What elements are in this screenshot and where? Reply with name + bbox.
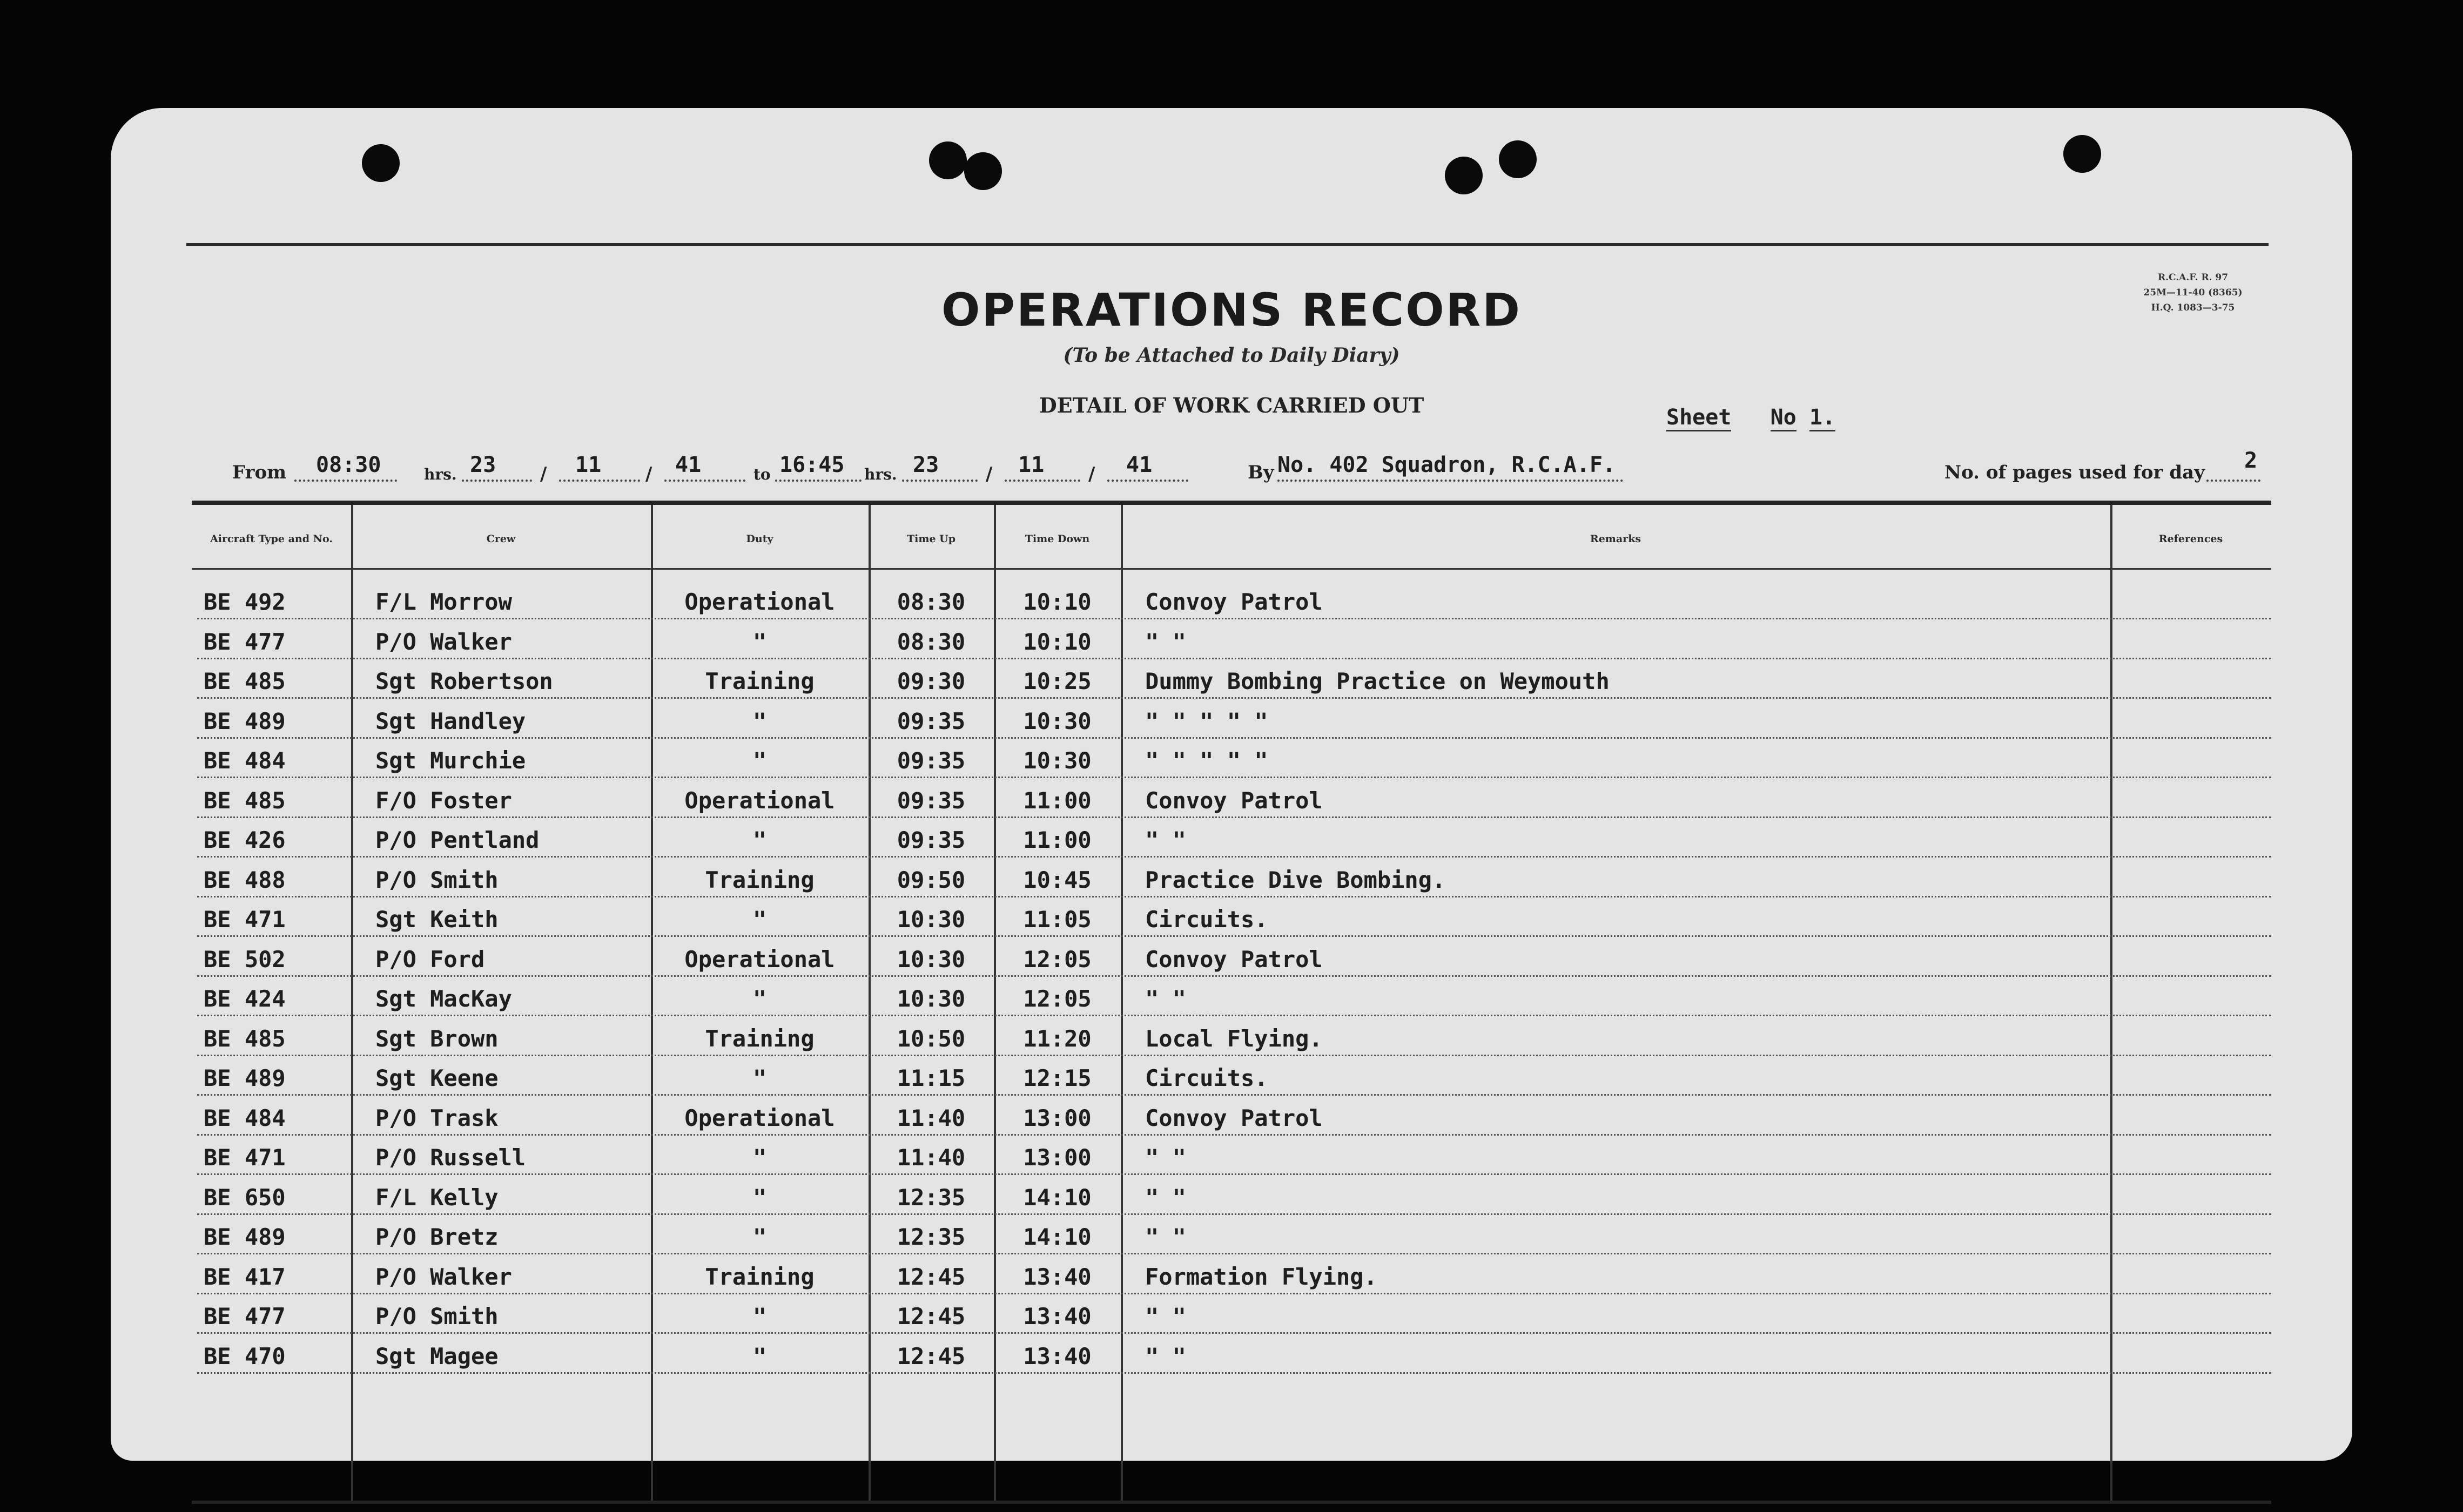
pages-count: 2 xyxy=(2244,448,2258,473)
crew-cell: P/O Smith xyxy=(375,866,499,893)
table-row xyxy=(192,783,2271,822)
duty-cell: " xyxy=(752,747,767,774)
row-rule xyxy=(197,658,2271,659)
time-down-cell: 10:30 xyxy=(1023,747,1092,774)
fill-line xyxy=(1277,480,1623,482)
row-rule xyxy=(197,935,2271,937)
remarks-cell: Formation Flying. xyxy=(1145,1263,1377,1290)
detail-heading: DETAIL OF WORK CARRIED OUT xyxy=(1039,393,1424,417)
crew-cell: P/O Walker xyxy=(375,1263,512,1290)
to-time: 16:45 xyxy=(779,453,845,477)
sheet-no: 1. xyxy=(1809,405,1835,431)
by-label: By xyxy=(1248,462,1274,483)
punch-hole xyxy=(964,152,1002,190)
record-card xyxy=(111,108,2352,1461)
aircraft-cell: BE 502 xyxy=(204,946,286,973)
remarks-cell: " " " " " xyxy=(1145,707,1268,734)
crew-cell: Sgt MacKay xyxy=(375,986,512,1012)
time-down-cell: 10:10 xyxy=(1023,628,1092,655)
table-row xyxy=(192,942,2271,981)
from-label: From xyxy=(232,462,287,483)
crew-cell: Sgt Robertson xyxy=(375,668,553,694)
sheet-label: Sheet xyxy=(1666,405,1731,431)
duty-cell: Operational xyxy=(684,589,835,615)
table-row xyxy=(192,1339,2271,1378)
table-row xyxy=(192,1259,2271,1298)
to-label: to xyxy=(753,465,771,483)
table-row xyxy=(192,1140,2271,1179)
aircraft-cell: BE 485 xyxy=(204,668,286,694)
duty-cell: Training xyxy=(705,1025,815,1052)
table-row xyxy=(192,981,2271,1020)
time-up-cell: 10:30 xyxy=(897,946,966,973)
fill-line xyxy=(559,480,640,482)
time-down-cell: 12:05 xyxy=(1023,946,1092,973)
crew-cell: Sgt Magee xyxy=(375,1342,499,1369)
top-rule xyxy=(186,243,2269,246)
time-up-cell: 09:35 xyxy=(897,787,966,814)
time-down-cell: 11:00 xyxy=(1023,787,1092,814)
duty-cell: Operational xyxy=(684,787,835,814)
aircraft-cell: BE 471 xyxy=(204,906,286,933)
table-row xyxy=(192,1219,2271,1258)
row-rule xyxy=(197,1372,2271,1374)
crew-cell: F/O Foster xyxy=(375,787,512,814)
aircraft-cell: BE 492 xyxy=(204,589,286,615)
row-rule xyxy=(197,737,2271,739)
row-rule xyxy=(197,1213,2271,1215)
table-row xyxy=(192,1299,2271,1338)
row-rule xyxy=(197,1253,2271,1254)
remarks-cell: Dummy Bombing Practice on Weymouth xyxy=(1145,668,1610,694)
slash: / xyxy=(645,463,652,485)
time-up-cell: 08:30 xyxy=(897,589,966,615)
time-up-cell: 12:45 xyxy=(897,1342,966,1369)
aircraft-cell: BE 426 xyxy=(204,827,286,853)
remarks-cell: " " xyxy=(1145,628,1186,655)
time-down-cell: 10:30 xyxy=(1023,707,1092,734)
aircraft-cell: BE 484 xyxy=(204,1104,286,1131)
duty-cell: " xyxy=(752,707,767,734)
remarks-cell: " " xyxy=(1145,1224,1186,1250)
aircraft-cell: BE 424 xyxy=(204,986,286,1012)
column-header-remarks: Remarks xyxy=(1590,533,1641,545)
table-row xyxy=(192,1180,2271,1219)
form-ref-line: 25M—11-40 (8365) xyxy=(2143,287,2243,298)
from-year: 41 xyxy=(675,453,702,477)
crew-cell: P/O Smith xyxy=(375,1303,499,1329)
remarks-cell: Local Flying. xyxy=(1145,1025,1323,1052)
column-header-time-down: Time Down xyxy=(1025,533,1090,545)
column-header-crew: Crew xyxy=(486,533,516,545)
hrs-label: hrs. xyxy=(424,465,457,483)
fill-line xyxy=(462,480,532,482)
time-up-cell: 12:35 xyxy=(897,1224,966,1250)
remarks-cell: Circuits. xyxy=(1145,1065,1268,1091)
pages-label: No. of pages used for day xyxy=(1944,462,2205,483)
duty-cell: Training xyxy=(705,866,815,893)
row-rule xyxy=(197,816,2271,818)
row-rule xyxy=(197,777,2271,778)
row-rule xyxy=(197,1015,2271,1016)
time-down-cell: 10:45 xyxy=(1023,866,1092,893)
aircraft-cell: BE 470 xyxy=(204,1342,286,1369)
aircraft-cell: BE 485 xyxy=(204,1025,286,1052)
duty-cell: " xyxy=(752,1144,767,1171)
table-top-rule xyxy=(192,501,2271,505)
table-row xyxy=(192,902,2271,941)
remarks-cell: " " xyxy=(1145,1144,1186,1171)
time-up-cell: 10:30 xyxy=(897,986,966,1012)
form-ref-line: R.C.A.F. R. 97 xyxy=(2157,272,2229,283)
time-up-cell: 09:50 xyxy=(897,866,966,893)
table-row xyxy=(192,704,2271,742)
time-up-cell: 09:35 xyxy=(897,747,966,774)
table-row xyxy=(192,743,2271,782)
row-rule xyxy=(197,1055,2271,1056)
time-down-cell: 13:00 xyxy=(1023,1104,1092,1131)
crew-cell: P/O Russell xyxy=(375,1144,526,1171)
punch-hole xyxy=(1499,140,1537,178)
time-up-cell: 11:40 xyxy=(897,1144,966,1171)
fill-line xyxy=(902,480,978,482)
crew-cell: Sgt Brown xyxy=(375,1025,499,1052)
aircraft-cell: BE 488 xyxy=(204,866,286,893)
remarks-cell: " " xyxy=(1145,1303,1186,1329)
time-up-cell: 10:50 xyxy=(897,1025,966,1052)
remarks-cell: Convoy Patrol xyxy=(1145,787,1323,814)
time-down-cell: 10:25 xyxy=(1023,668,1092,694)
from-month: 11 xyxy=(575,453,602,477)
fill-line xyxy=(294,480,397,482)
time-down-cell: 12:05 xyxy=(1023,986,1092,1012)
crew-cell: P/O Trask xyxy=(375,1104,499,1131)
duty-cell: " xyxy=(752,1303,767,1329)
time-down-cell: 13:40 xyxy=(1023,1342,1092,1369)
time-up-cell: 12:35 xyxy=(897,1184,966,1211)
time-down-cell: 13:00 xyxy=(1023,1144,1092,1171)
to-year: 41 xyxy=(1126,453,1153,477)
table-row xyxy=(192,584,2271,623)
duty-cell: Training xyxy=(705,668,815,694)
slash: / xyxy=(986,463,993,485)
time-down-cell: 10:10 xyxy=(1023,589,1092,615)
table-row xyxy=(192,822,2271,861)
slash: / xyxy=(540,463,547,485)
fill-line xyxy=(1107,480,1188,482)
duty-cell: " xyxy=(752,628,767,655)
time-down-cell: 12:15 xyxy=(1023,1065,1092,1091)
row-rule xyxy=(197,1293,2271,1294)
punch-hole xyxy=(1445,157,1483,194)
table-bottom-rule xyxy=(192,1501,2271,1504)
duty-cell: Operational xyxy=(684,1104,835,1131)
crew-cell: F/L Kelly xyxy=(375,1184,499,1211)
table-row xyxy=(192,862,2271,901)
remarks-cell: " " xyxy=(1145,986,1186,1012)
column-header-time-up: Time Up xyxy=(906,533,956,545)
crew-cell: P/O Ford xyxy=(375,946,485,973)
time-down-cell: 14:10 xyxy=(1023,1184,1092,1211)
row-rule xyxy=(197,1094,2271,1096)
time-up-cell: 08:30 xyxy=(897,628,966,655)
page-title: OPERATIONS RECORD xyxy=(941,284,1522,336)
hrs-label: hrs. xyxy=(864,465,897,483)
time-up-cell: 10:30 xyxy=(897,906,966,933)
aircraft-cell: BE 489 xyxy=(204,1224,286,1250)
remarks-cell: " " xyxy=(1145,1184,1186,1211)
remarks-cell: " " xyxy=(1145,1342,1186,1369)
duty-cell: " xyxy=(752,1184,767,1211)
crew-cell: P/O Walker xyxy=(375,628,512,655)
slash: / xyxy=(1088,463,1095,485)
from-day: 23 xyxy=(470,453,496,477)
table-row xyxy=(192,1061,2271,1099)
time-up-cell: 09:35 xyxy=(897,827,966,853)
duty-cell: " xyxy=(752,1065,767,1091)
time-up-cell: 09:35 xyxy=(897,707,966,734)
row-rule xyxy=(197,856,2271,858)
aircraft-cell: BE 485 xyxy=(204,787,286,814)
crew-cell: P/O Bretz xyxy=(375,1224,499,1250)
table-row xyxy=(192,624,2271,663)
crew-cell: Sgt Murchie xyxy=(375,747,526,774)
aircraft-cell: BE 417 xyxy=(204,1263,286,1290)
to-month: 11 xyxy=(1018,453,1045,477)
duty-cell: " xyxy=(752,827,767,853)
sheet-number xyxy=(1666,405,1835,430)
aircraft-cell: BE 489 xyxy=(204,1065,286,1091)
row-rule xyxy=(197,1134,2271,1136)
row-rule xyxy=(197,618,2271,619)
form-ref-line: H.Q. 1083—3-75 xyxy=(2151,302,2235,313)
time-down-cell: 13:40 xyxy=(1023,1263,1092,1290)
page-subtitle: (To be Attached to Daily Diary) xyxy=(1063,344,1400,367)
punch-hole xyxy=(2063,135,2101,173)
aircraft-cell: BE 650 xyxy=(204,1184,286,1211)
punch-hole xyxy=(929,141,967,179)
crew-cell: Sgt Keene xyxy=(375,1065,499,1091)
column-header-references: References xyxy=(2158,533,2223,545)
time-up-cell: 11:15 xyxy=(897,1065,966,1091)
remarks-cell: " " xyxy=(1145,827,1186,853)
crew-cell: P/O Pentland xyxy=(375,827,540,853)
table-row xyxy=(192,1101,2271,1139)
header-rule xyxy=(192,568,2271,570)
time-down-cell: 11:00 xyxy=(1023,827,1092,853)
fill-line xyxy=(664,480,745,482)
remarks-cell: Convoy Patrol xyxy=(1145,1104,1323,1131)
aircraft-cell: BE 477 xyxy=(204,628,286,655)
time-down-cell: 11:05 xyxy=(1023,906,1092,933)
column-header-aircraft: Aircraft Type and No. xyxy=(210,533,333,545)
row-rule xyxy=(197,697,2271,699)
remarks-cell: Circuits. xyxy=(1145,906,1268,933)
aircraft-cell: BE 471 xyxy=(204,1144,286,1171)
duty-cell: Operational xyxy=(684,946,835,973)
duty-cell: " xyxy=(752,986,767,1012)
time-up-cell: 12:45 xyxy=(897,1303,966,1329)
fill-line xyxy=(2206,480,2260,482)
remarks-cell: Convoy Patrol xyxy=(1145,589,1323,615)
remarks-cell: " " " " " xyxy=(1145,747,1268,774)
unit-name: No. 402 Squadron, R.C.A.F. xyxy=(1277,453,1616,477)
aircraft-cell: BE 477 xyxy=(204,1303,286,1329)
duty-cell: " xyxy=(752,1342,767,1369)
punch-hole xyxy=(362,144,400,182)
table-row xyxy=(192,664,2271,703)
no-label: No xyxy=(1771,405,1796,431)
table-row xyxy=(192,1021,2271,1060)
fill-line xyxy=(775,480,862,482)
duty-cell: " xyxy=(752,906,767,933)
aircraft-cell: BE 484 xyxy=(204,747,286,774)
time-up-cell: 11:40 xyxy=(897,1104,966,1131)
fill-line xyxy=(1005,480,1080,482)
to-day: 23 xyxy=(913,453,939,477)
time-down-cell: 14:10 xyxy=(1023,1224,1092,1250)
row-rule xyxy=(197,1173,2271,1175)
row-rule xyxy=(197,1332,2271,1334)
from-time: 08:30 xyxy=(316,453,381,477)
duty-cell: Training xyxy=(705,1263,815,1290)
row-rule xyxy=(197,975,2271,977)
duty-cell: " xyxy=(752,1224,767,1250)
operations-table xyxy=(192,501,2271,1504)
crew-cell: Sgt Handley xyxy=(375,707,526,734)
time-up-cell: 12:45 xyxy=(897,1263,966,1290)
time-up-cell: 09:30 xyxy=(897,668,966,694)
column-header-duty: Duty xyxy=(746,533,773,545)
time-down-cell: 11:20 xyxy=(1023,1025,1092,1052)
aircraft-cell: BE 489 xyxy=(204,707,286,734)
remarks-cell: Convoy Patrol xyxy=(1145,946,1323,973)
crew-cell: F/L Morrow xyxy=(375,589,512,615)
row-rule xyxy=(197,896,2271,897)
remarks-cell: Practice Dive Bombing. xyxy=(1145,866,1446,893)
time-down-cell: 13:40 xyxy=(1023,1303,1092,1329)
crew-cell: Sgt Keith xyxy=(375,906,499,933)
